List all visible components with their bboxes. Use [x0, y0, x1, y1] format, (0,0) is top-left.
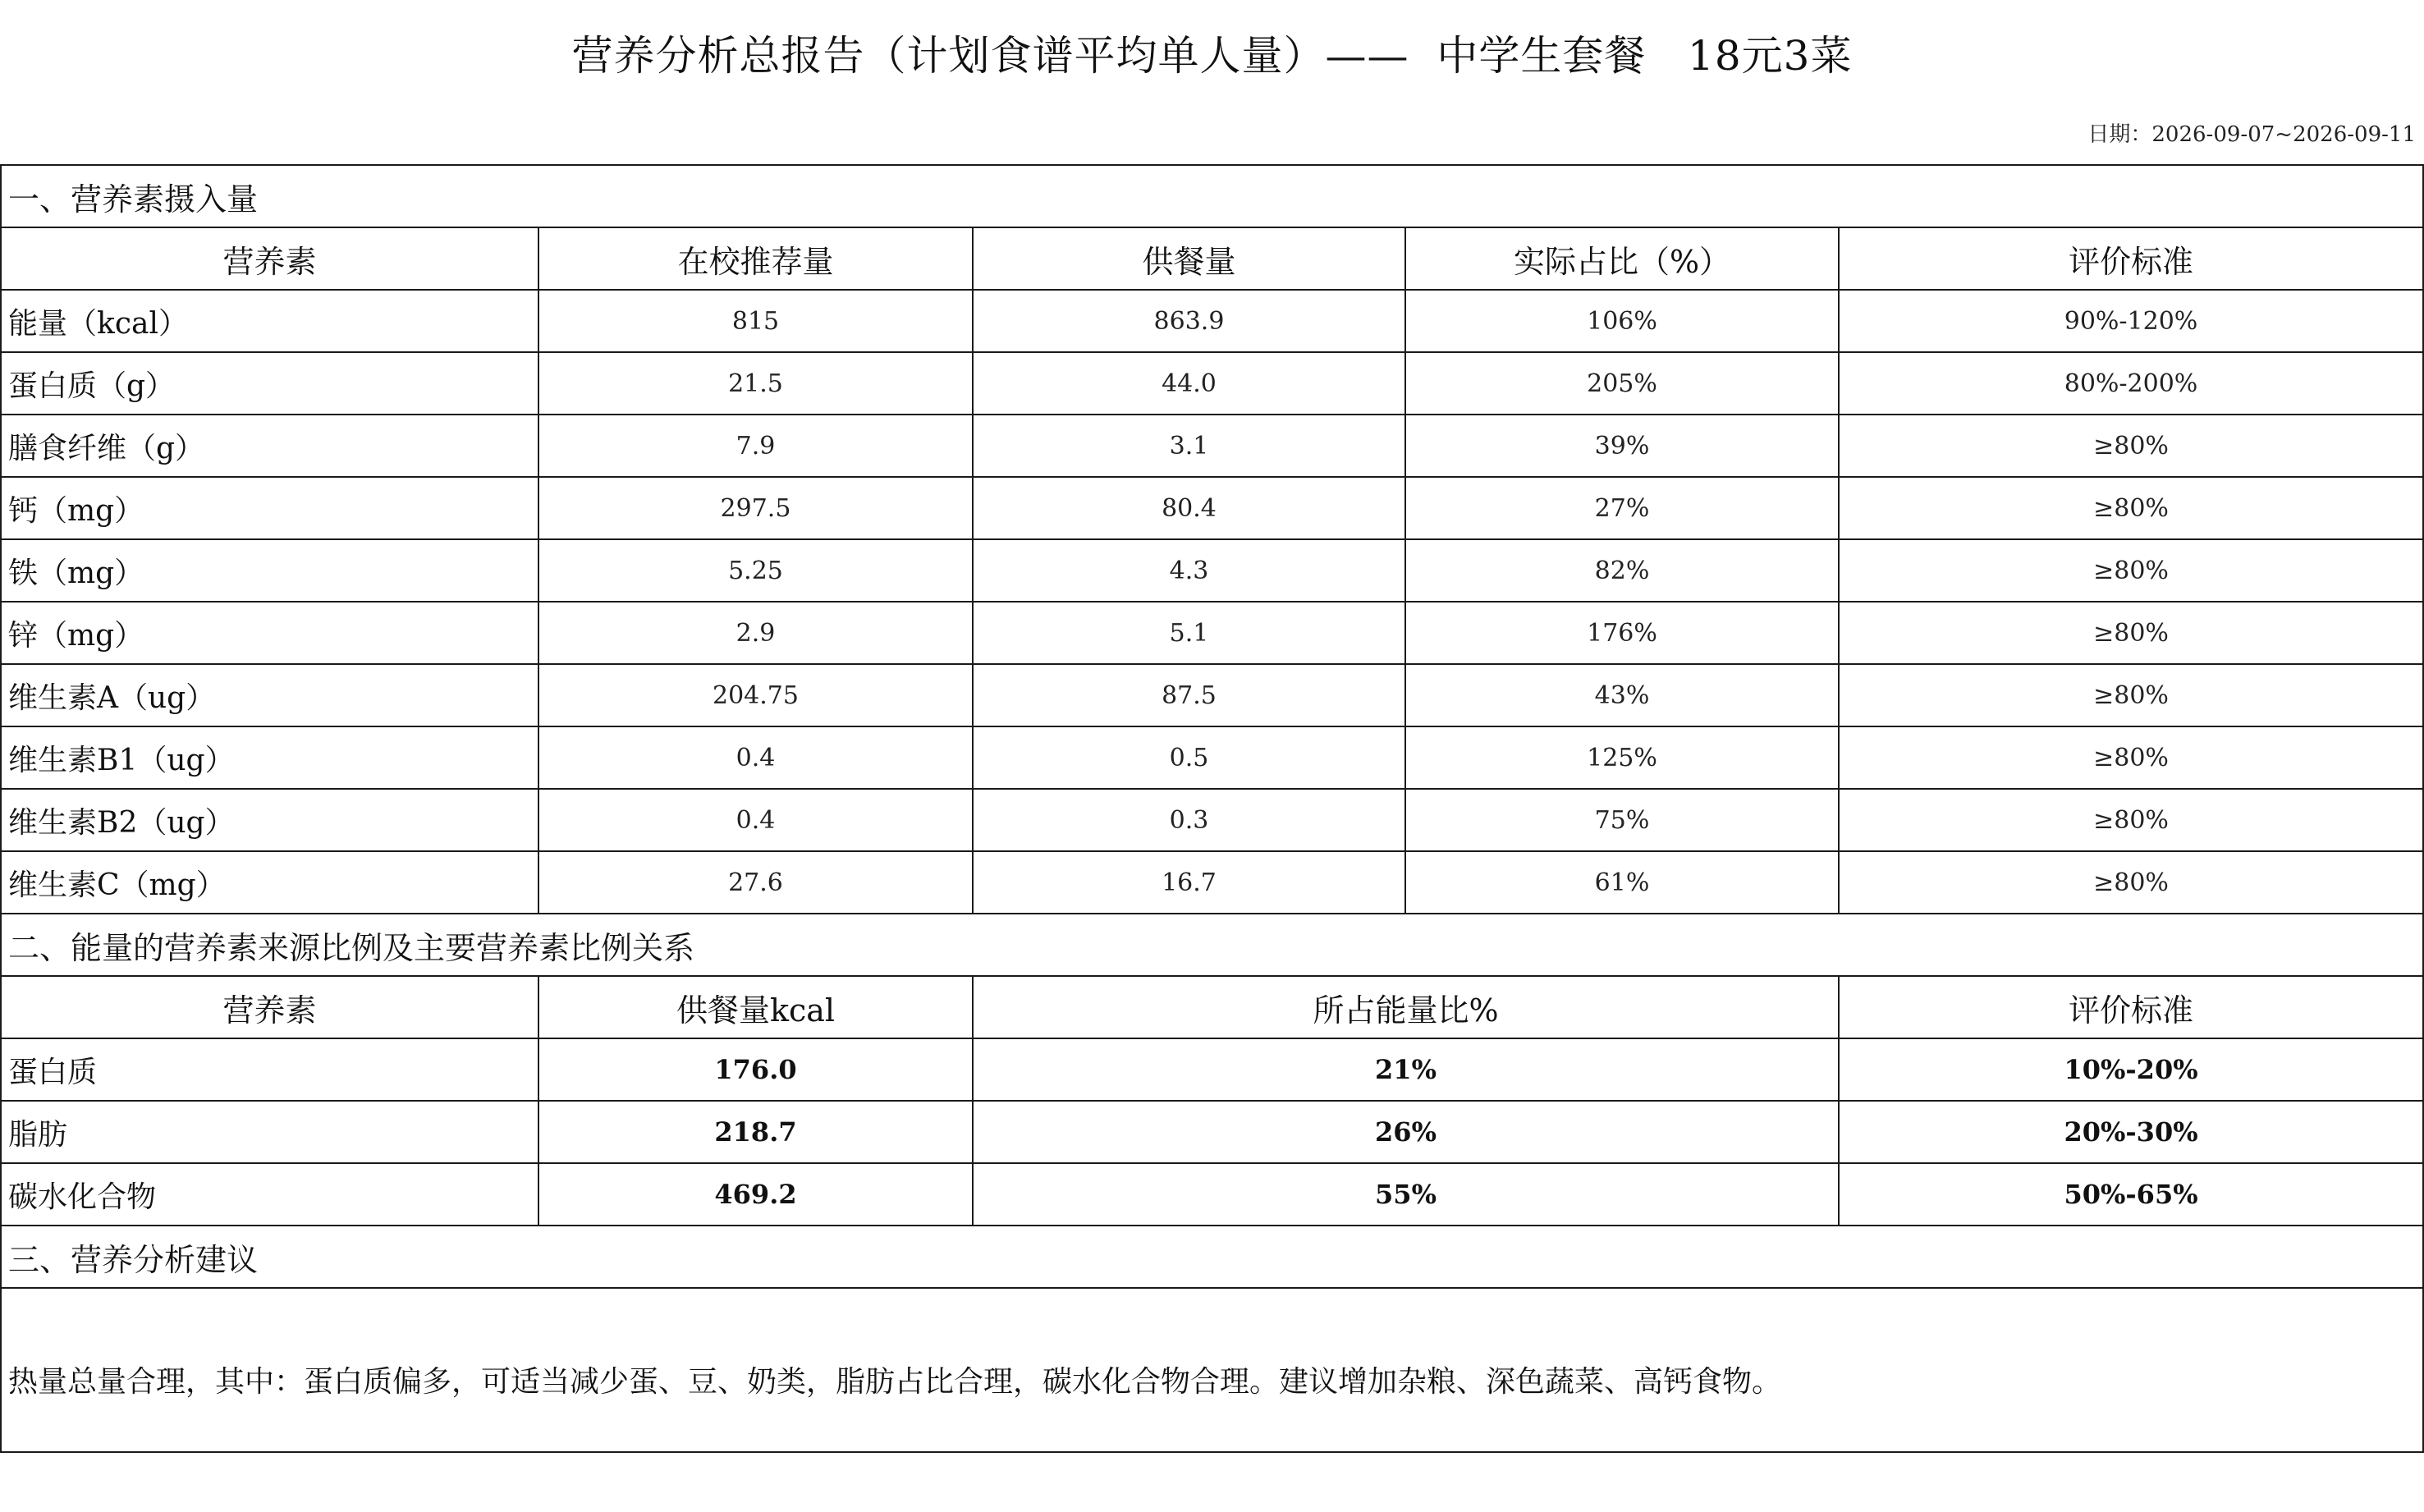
report-date: 日期：2026-09-07~2026-09-11: [2087, 122, 2416, 147]
section2-header-row: [1, 976, 2423, 1038]
table-row: [1, 415, 2423, 477]
recommended-value: 2.9: [538, 602, 973, 664]
nutrient-name: 钙（mg）: [1, 477, 538, 539]
standard-value: 10%-20%: [1839, 1038, 2423, 1101]
ratio-value: 106%: [1405, 290, 1839, 352]
energy-ratio-value: 55%: [973, 1163, 1839, 1226]
recommended-value: 815: [538, 290, 973, 352]
report-title: 营养分析总报告（计划食谱平均单人量）—— 中学生套餐 18元3菜: [571, 32, 1853, 80]
standard-value: ≥80%: [1839, 539, 2423, 602]
table-row: [1, 477, 2423, 539]
standard-value: ≥80%: [1839, 477, 2423, 539]
recommended-value: 27.6: [538, 851, 973, 914]
standard-value: ≥80%: [1839, 851, 2423, 914]
supplied-kcal-value: 218.7: [538, 1101, 973, 1163]
ratio-value: 27%: [1405, 477, 1839, 539]
ratio-value: 39%: [1405, 415, 1839, 477]
recommended-value: 7.9: [538, 415, 973, 477]
table-row: [1, 539, 2423, 602]
recommended-value: 297.5: [538, 477, 973, 539]
supplied-value: 80.4: [973, 477, 1405, 539]
standard-value: ≥80%: [1839, 789, 2423, 851]
supplied-value: 863.9: [973, 290, 1405, 352]
supplied-value: 87.5: [973, 664, 1405, 726]
supplied-value: 0.3: [973, 789, 1405, 851]
table-row: [1, 851, 2423, 914]
header-standard: 评价标准: [1839, 976, 2423, 1038]
standard-value: 20%-30%: [1839, 1101, 2423, 1163]
table-row: [1, 290, 2423, 352]
section1-title-row: [1, 165, 2423, 227]
ratio-value: 205%: [1405, 352, 1839, 415]
supplied-kcal-value: 176.0: [538, 1038, 973, 1101]
ratio-value: 43%: [1405, 664, 1839, 726]
section2-title-row: [1, 914, 2423, 976]
table-row: [1, 1163, 2423, 1226]
ratio-value: 125%: [1405, 726, 1839, 789]
header-ratio: 实际占比（%）: [1405, 227, 1839, 290]
nutrition-report-table: [0, 164, 2424, 1453]
nutrient-name: 维生素B1（ug）: [1, 726, 538, 789]
recommended-value: 0.4: [538, 789, 973, 851]
standard-value: ≥80%: [1839, 602, 2423, 664]
table-row: [1, 789, 2423, 851]
nutrient-name: 铁（mg）: [1, 539, 538, 602]
energy-ratio-value: 21%: [973, 1038, 1839, 1101]
header-supplied: 供餐量: [973, 227, 1405, 290]
supplied-value: 5.1: [973, 602, 1405, 664]
header-nutrient: 营养素: [1, 227, 538, 290]
header-energy-ratio: 所占能量比%: [973, 976, 1839, 1038]
nutrient-name: 维生素C（mg）: [1, 851, 538, 914]
standard-value: 50%-65%: [1839, 1163, 2423, 1226]
standard-value: 90%-120%: [1839, 290, 2423, 352]
advice-row: [1, 1288, 2423, 1452]
nutrient-name: 能量（kcal）: [1, 290, 538, 352]
standard-value: 80%-200%: [1839, 352, 2423, 415]
section2-title: 二、能量的营养素来源比例及主要营养素比例关系: [1, 914, 2423, 976]
header-recommended: 在校推荐量: [538, 227, 973, 290]
table-row: [1, 352, 2423, 415]
standard-value: ≥80%: [1839, 726, 2423, 789]
table-row: [1, 602, 2423, 664]
nutrient-name: 维生素A（ug）: [1, 664, 538, 726]
standard-value: ≥80%: [1839, 664, 2423, 726]
ratio-value: 176%: [1405, 602, 1839, 664]
supplied-value: 3.1: [973, 415, 1405, 477]
supplied-kcal-value: 469.2: [538, 1163, 973, 1226]
macro-name: 脂肪: [1, 1101, 538, 1163]
advice-text: 热量总量合理，其中：蛋白质偏多，可适当减少蛋、豆、奶类，脂肪占比合理，碳水化合物合理。建议增加杂粮、深色蔬菜、高钙食物。: [1, 1288, 2423, 1452]
nutrient-name: 蛋白质（g）: [1, 352, 538, 415]
supplied-value: 44.0: [973, 352, 1405, 415]
section1-title: 一、营养素摄入量: [1, 165, 2423, 227]
supplied-value: 4.3: [973, 539, 1405, 602]
macro-name: 蛋白质: [1, 1038, 538, 1101]
section3-title-row: [1, 1226, 2423, 1288]
header-supplied-kcal: 供餐量kcal: [538, 976, 973, 1038]
header-standard: 评价标准: [1839, 227, 2423, 290]
standard-value: ≥80%: [1839, 415, 2423, 477]
nutrient-name: 维生素B2（ug）: [1, 789, 538, 851]
table-row: [1, 726, 2423, 789]
header-nutrient: 营养素: [1, 976, 538, 1038]
ratio-value: 82%: [1405, 539, 1839, 602]
recommended-value: 5.25: [538, 539, 973, 602]
table-row: [1, 1038, 2423, 1101]
supplied-value: 0.5: [973, 726, 1405, 789]
recommended-value: 204.75: [538, 664, 973, 726]
table-row: [1, 664, 2423, 726]
recommended-value: 0.4: [538, 726, 973, 789]
recommended-value: 21.5: [538, 352, 973, 415]
energy-ratio-value: 26%: [973, 1101, 1839, 1163]
ratio-value: 61%: [1405, 851, 1839, 914]
section1-header-row: [1, 227, 2423, 290]
nutrient-name: 锌（mg）: [1, 602, 538, 664]
nutrient-name: 膳食纤维（g）: [1, 415, 538, 477]
table-row: [1, 1101, 2423, 1163]
macro-name: 碳水化合物: [1, 1163, 538, 1226]
supplied-value: 16.7: [973, 851, 1405, 914]
section3-title: 三、营养分析建议: [1, 1226, 2423, 1288]
ratio-value: 75%: [1405, 789, 1839, 851]
